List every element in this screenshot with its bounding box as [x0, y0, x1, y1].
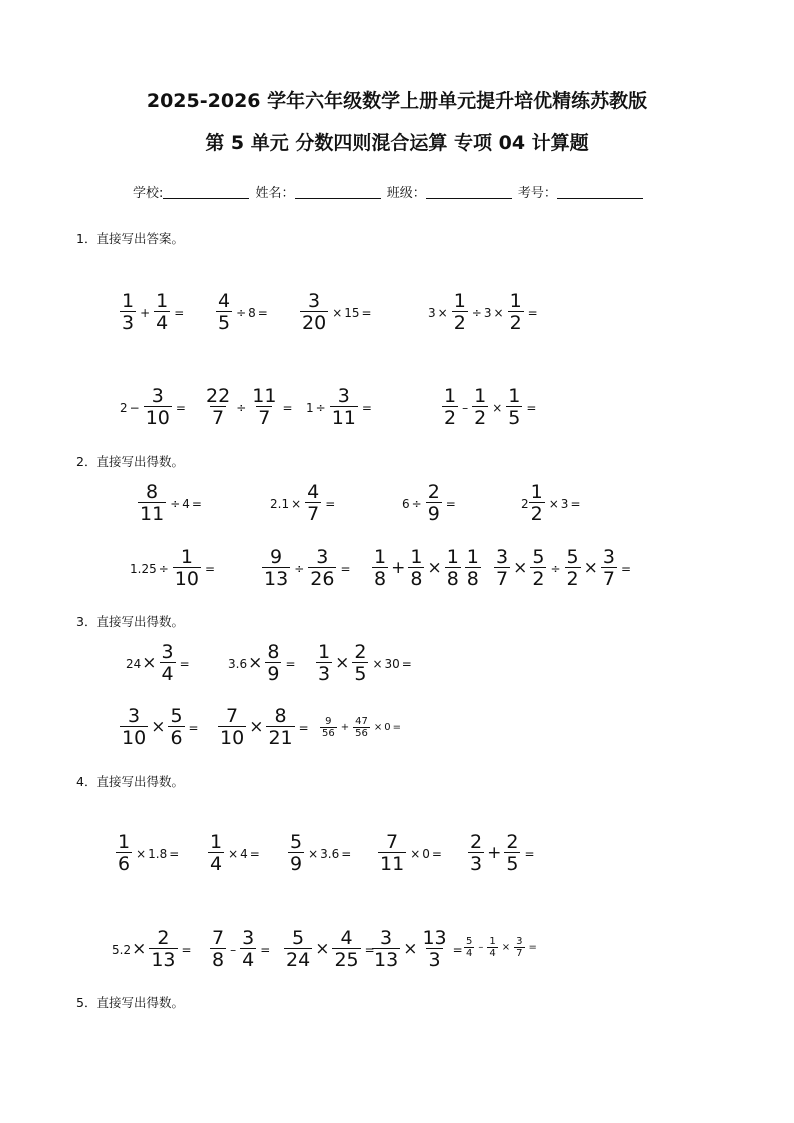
page-title: 2025-2026 学年六年级数学上册单元提升培优精练苏教版	[146, 90, 648, 112]
page-subtitle: 第 5 单元 分数四则混合运算 专项 04 计算题	[205, 132, 589, 154]
fraction: $\frac{9}{56}$	[322, 716, 335, 739]
expression: 2 $\frac{1}{2}$ × 3 =	[521, 481, 581, 525]
fraction: $\frac{2}{3}$	[470, 831, 483, 875]
fraction: $\frac{1}{2}$	[453, 290, 466, 334]
fraction: $\frac{1}{2}$	[530, 481, 543, 525]
expression: $\frac{1}{3}$ + $\frac{1}{4}$ =	[122, 290, 185, 334]
expression: $\frac{9}{56}$ + $\frac{47}{56}$ × 0 =	[322, 716, 402, 739]
fraction: $\frac{1}{4}$	[210, 831, 223, 875]
fraction: $\frac{3}{7}$	[602, 546, 615, 590]
expression: $\frac{5}{24}$ × $\frac{4}{25}$ =	[286, 927, 375, 971]
fraction: $\frac{1}{2}$	[509, 290, 522, 334]
fraction: $\frac{3}{26}$	[310, 546, 335, 590]
expression: 1 ÷ $\frac{3}{11}$ =	[306, 385, 372, 429]
fraction: $\frac{3}{4}$	[242, 927, 255, 971]
expression: 6 ÷ $\frac{2}{9}$ =	[402, 481, 456, 525]
fraction: $\frac{1}{8}$	[374, 546, 387, 590]
expression: 24 × $\frac{3}{4}$ =	[126, 641, 190, 685]
expression: 2.1 × $\frac{4}{7}$ =	[270, 481, 336, 525]
expression: $\frac{3}{13}$ × $\frac{13}{3}$ =	[374, 927, 463, 971]
fraction: $\frac{1}{8}$	[410, 546, 423, 590]
fraction: $\frac{5}{2}$	[566, 546, 579, 590]
exam-no-field[interactable]	[557, 186, 643, 199]
fraction: $\frac{4}{25}$	[334, 927, 359, 971]
fraction: $\frac{1}{8}$	[466, 546, 479, 590]
class-label: 班级：	[386, 186, 426, 201]
fraction: $\frac{1}{10}$	[174, 546, 199, 590]
fraction: $\frac{5}{2}$	[532, 546, 545, 590]
fraction: $\frac{5}{4}$	[466, 936, 473, 959]
fraction: $\frac{8}{11}$	[140, 481, 165, 525]
expression: $\frac{7}{11}$ × 0 =	[380, 831, 442, 875]
fraction: $\frac{1}{4}$	[156, 290, 169, 334]
expression: $\frac{9}{13}$ ÷ $\frac{3}{26}$ =	[264, 546, 351, 590]
expression: 3.6 × $\frac{8}{9}$ =	[228, 641, 296, 685]
school-label: 学校:	[133, 186, 164, 201]
expression: $\frac{2}{3}$ + $\frac{2}{5}$ =	[470, 831, 535, 875]
fraction: $\frac{1}{3}$	[318, 641, 331, 685]
expression: $\frac{22}{7}$ ÷ $\frac{11}{7}$ =	[206, 385, 293, 429]
fraction: $\frac{2}{5}$	[354, 641, 367, 685]
fraction: $\frac{1}{2}$	[474, 385, 487, 429]
expression: $\frac{1}{2}$ – $\frac{1}{2}$ × $\frac{1}{5}$ =	[444, 385, 537, 429]
expression: 2 − $\frac{3}{10}$ =	[120, 385, 186, 429]
fraction: $\frac{7}{10}$	[220, 705, 245, 749]
expression: $\frac{3}{20}$ × 15 =	[302, 290, 372, 334]
fraction: $\frac{11}{7}$	[252, 385, 277, 429]
fraction: $\frac{1}{6}$	[118, 831, 131, 875]
expression: $\frac{3}{10}$ × $\frac{5}{6}$ =	[122, 705, 199, 749]
expression: $\frac{8}{11}$ ÷ 4 =	[140, 481, 202, 525]
fraction: $\frac{8}{21}$	[268, 705, 293, 749]
expression: 5.2 × $\frac{2}{13}$ =	[112, 927, 192, 971]
question-2-label: 2．直接写出得数。	[76, 454, 184, 469]
fraction: $\frac{1}{3}$	[122, 290, 135, 334]
fraction: $\frac{3}{7}$	[496, 546, 509, 590]
expression: $\frac{7}{8}$ – $\frac{3}{4}$ =	[212, 927, 271, 971]
expression: $\frac{1}{4}$ × 4 =	[210, 831, 260, 875]
expression: 3 × $\frac{1}{2}$ ÷ 3 × $\frac{1}{2}$ =	[428, 290, 538, 334]
student-info	[133, 182, 645, 201]
fraction: $\frac{2}{13}$	[151, 927, 176, 971]
expression: $\frac{1}{3}$ × $\frac{2}{5}$ × 30 =	[318, 641, 412, 685]
expression: 1.25 ÷ $\frac{1}{10}$ =	[130, 546, 216, 590]
question-5-label: 5．直接写出得数。	[76, 995, 184, 1010]
name-field[interactable]	[295, 186, 381, 199]
fraction: $\frac{22}{7}$	[206, 385, 231, 429]
fraction: $\frac{5}{24}$	[286, 927, 311, 971]
expression: $\frac{1}{6}$ × 1.8 =	[118, 831, 180, 875]
exam-no-label: 考号：	[517, 186, 557, 201]
expression: $\frac{5}{4}$ – $\frac{1}{4}$ × $\frac{3}{7}$ =	[466, 936, 537, 959]
fraction: $\frac{4}{5}$	[218, 290, 231, 334]
question-1-label: 1．直接写出答案。	[76, 231, 184, 246]
fraction: $\frac{3}{13}$	[374, 927, 399, 971]
fraction: $\frac{1}{2}$	[444, 385, 457, 429]
expression: $\frac{1}{8}$ + $\frac{1}{8}$ × $\frac{1}{8}$ $\frac{1}{8}$	[374, 546, 479, 590]
fraction: $\frac{3}{4}$	[161, 641, 174, 685]
expression: $\frac{3}{7}$ × $\frac{5}{2}$ ÷ $\frac{5}{2}$ × $\frac{3}{7}$ =	[496, 546, 631, 590]
fraction: $\frac{5}{9}$	[290, 831, 303, 875]
fraction: $\frac{2}{9}$	[427, 481, 440, 525]
fraction: $\frac{47}{56}$	[355, 716, 368, 739]
fraction: $\frac{7}{11}$	[380, 831, 405, 875]
fraction: $\frac{3}{11}$	[331, 385, 356, 429]
fraction: $\frac{4}{7}$	[307, 481, 320, 525]
fraction: $\frac{2}{5}$	[506, 831, 519, 875]
fraction: $\frac{1}{5}$	[508, 385, 521, 429]
expression: $\frac{7}{10}$ × $\frac{8}{21}$ =	[220, 705, 309, 749]
expression: $\frac{5}{9}$ × 3.6 =	[290, 831, 352, 875]
question-4-label: 4．直接写出得数。	[76, 774, 184, 789]
fraction: $\frac{1}{8}$	[446, 546, 459, 590]
expression: $\frac{4}{5}$ ÷ 8 =	[218, 290, 268, 334]
question-3-label: 3．直接写出得数。	[76, 614, 184, 629]
fraction: $\frac{3}{10}$	[122, 705, 147, 749]
class-field[interactable]	[426, 186, 512, 199]
fraction: $\frac{13}{3}$	[422, 927, 447, 971]
fraction: $\frac{5}{6}$	[170, 705, 183, 749]
fraction: $\frac{8}{9}$	[267, 641, 280, 685]
name-label: 姓名：	[255, 186, 295, 201]
fraction: $\frac{1}{4}$	[489, 936, 496, 959]
fraction: $\frac{3}{20}$	[302, 290, 327, 334]
fraction: $\frac{7}{8}$	[212, 927, 225, 971]
fraction: $\frac{3}{10}$	[145, 385, 170, 429]
fraction: $\frac{3}{7}$	[516, 936, 523, 959]
fraction: $\frac{9}{13}$	[264, 546, 289, 590]
school-field[interactable]	[163, 186, 249, 199]
